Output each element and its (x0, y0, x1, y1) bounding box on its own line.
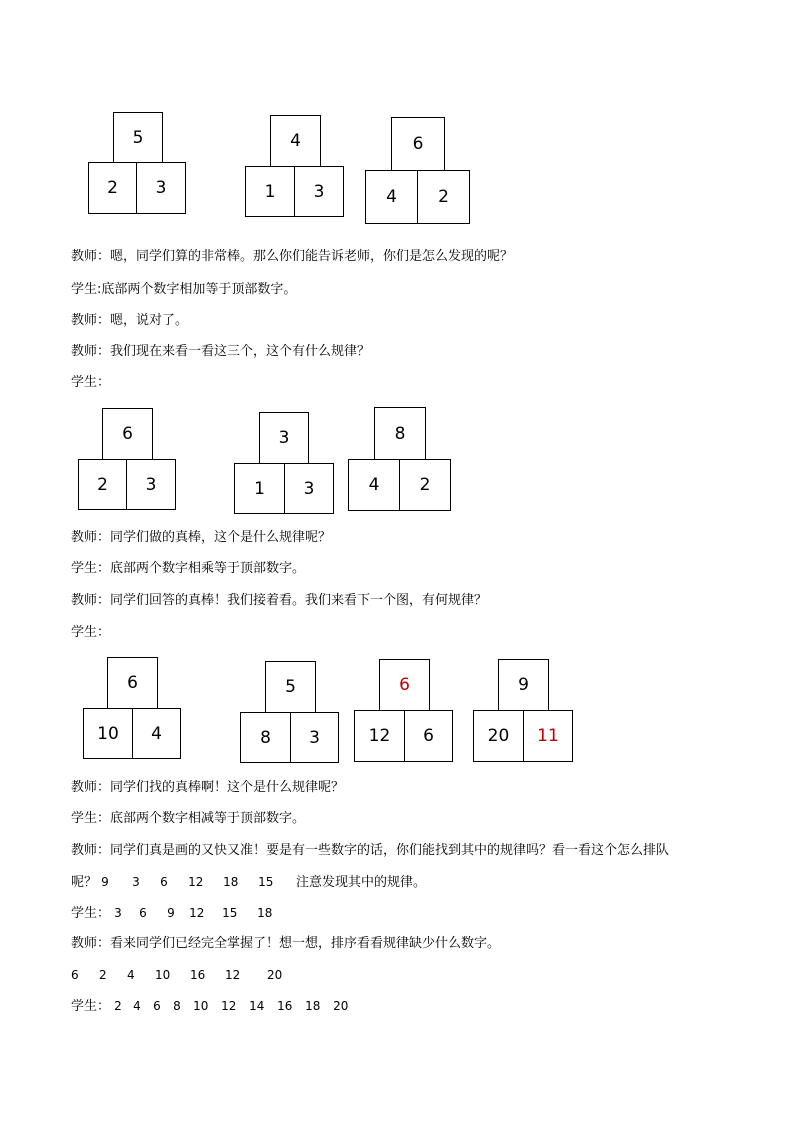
sequence-number: 6 (71, 968, 79, 982)
pyramid-left-cell: 1 (245, 166, 295, 217)
sequence-number: 6 (153, 999, 161, 1013)
sequence-number: 18 (305, 999, 321, 1013)
pyramid-right-cell: 3 (126, 459, 176, 510)
dialog-line-sequence (71, 998, 353, 1015)
pyramid-left-cell: 8 (240, 712, 291, 763)
pyramid-right-cell: 3 (290, 712, 339, 763)
pyramid-top-cell: 6 (107, 657, 158, 709)
sequence-number: 2 (114, 999, 122, 1013)
pyramid-top-cell: 9 (498, 659, 549, 711)
dialog-line: 教师：同学们做的真棒，这个是什么规律呢？ (71, 530, 332, 545)
pyramid-top-cell: 4 (270, 115, 321, 167)
sequence-number: 2 (99, 968, 107, 982)
sequence-number: 3 (132, 875, 140, 889)
pyramid-right-cell: 2 (417, 170, 470, 224)
pyramid-top-cell: 5 (265, 661, 316, 713)
dialog-line: 教师：同学们找的真棒啊！这个是什么规律呢？ (71, 780, 345, 795)
dialog-prefix: 呢？ (71, 875, 98, 890)
sequence-number: 6 (139, 906, 147, 920)
dialog-suffix: 注意发现其中的规律。 (295, 875, 426, 890)
dialog-line: 学生： (71, 375, 111, 390)
pyramid-left-cell: 20 (473, 710, 524, 762)
sequence-number: 20 (333, 999, 349, 1013)
sequence-number: 18 (223, 875, 239, 889)
number-sequence (101, 875, 296, 889)
sequence-number: 9 (101, 875, 109, 889)
sequence-number: 12 (221, 999, 237, 1013)
sequence-number: 14 (249, 999, 265, 1013)
pyramid-top-cell: 3 (259, 412, 309, 464)
sequence-number: 10 (155, 968, 171, 982)
pyramid-right-cell: 2 (399, 459, 451, 511)
dialog-line: 教师：看来同学们已经完全掌握了！想一想，排序看看规律缺少什么数字。 (71, 936, 501, 951)
pyramid-left-cell: 10 (83, 708, 133, 759)
sequence-number: 20 (267, 968, 283, 982)
number-sequence (114, 999, 353, 1013)
dialog-prefix: 学生： (71, 999, 111, 1014)
pyramid-left-cell: 12 (354, 710, 405, 762)
number-sequence (114, 906, 279, 920)
sequence-number: 9 (167, 906, 175, 920)
dialog-line: 教师：嗯，说对了。 (71, 313, 189, 328)
pyramid-right-cell: 11 (523, 710, 573, 762)
sequence-number: 3 (114, 906, 122, 920)
pyramid-right-cell: 3 (136, 162, 186, 214)
sequence-number: 16 (277, 999, 293, 1013)
sequence-number: 6 (160, 875, 168, 889)
dialog-line: 学生： (71, 625, 111, 640)
dialog-prefix: 学生： (71, 906, 111, 921)
dialog-line: 学生：底部两个数字相减等于顶部数字。 (71, 811, 306, 826)
pyramid-top-cell: 6 (102, 408, 153, 460)
dialog-line: 教师：我们现在来看一看这三个，这个有什么规律？ (71, 344, 371, 359)
sequence-number: 4 (127, 968, 135, 982)
dialog-line: 教师：同学们回答的真棒！我们接着看。我们来看下一个图，有何规律？ (71, 593, 488, 608)
dialog-line-sequence (71, 874, 426, 891)
dialog-line: 教师：同学们真是画的又快又准！要是有一些数字的话，你们能找到其中的规律吗？看一看这个怎么排队 (71, 843, 670, 858)
sequence-number: 18 (257, 906, 273, 920)
sequence-number: 12 (225, 968, 241, 982)
pyramid-right-cell: 4 (132, 708, 181, 759)
pyramid-top-cell: 6 (379, 659, 430, 711)
sequence-number: 4 (133, 999, 141, 1013)
dialog-line: 学生：底部两个数字相乘等于顶部数字。 (71, 561, 306, 576)
dialog-line-sequence (71, 905, 279, 922)
sequence-number: 16 (190, 968, 206, 982)
pyramid-top-cell: 5 (113, 112, 163, 163)
pyramid-right-cell: 3 (294, 166, 344, 217)
pyramid-right-cell: 3 (284, 463, 334, 514)
number-sequence-line (71, 967, 289, 983)
sequence-number: 8 (173, 999, 181, 1013)
sequence-number: 10 (193, 999, 209, 1013)
pyramid-top-cell: 6 (391, 117, 445, 171)
sequence-number: 15 (222, 906, 238, 920)
sequence-number: 15 (258, 875, 274, 889)
pyramid-top-cell: 8 (374, 407, 426, 460)
sequence-number: 12 (189, 906, 205, 920)
number-sequence (71, 968, 289, 982)
pyramid-left-cell: 4 (348, 459, 400, 511)
pyramid-right-cell: 6 (404, 710, 453, 762)
pyramid-left-cell: 4 (365, 170, 418, 224)
pyramid-left-cell: 2 (88, 162, 137, 214)
pyramid-left-cell: 2 (78, 459, 127, 510)
dialog-line: 学生:底部两个数字相加等于顶部数字。 (71, 282, 297, 297)
dialog-line: 教师：嗯，同学们算的非常棒。那么你们能告诉老师，你们是怎么发现的呢？ (71, 249, 514, 264)
sequence-number: 12 (188, 875, 204, 889)
pyramid-left-cell: 1 (234, 463, 285, 514)
